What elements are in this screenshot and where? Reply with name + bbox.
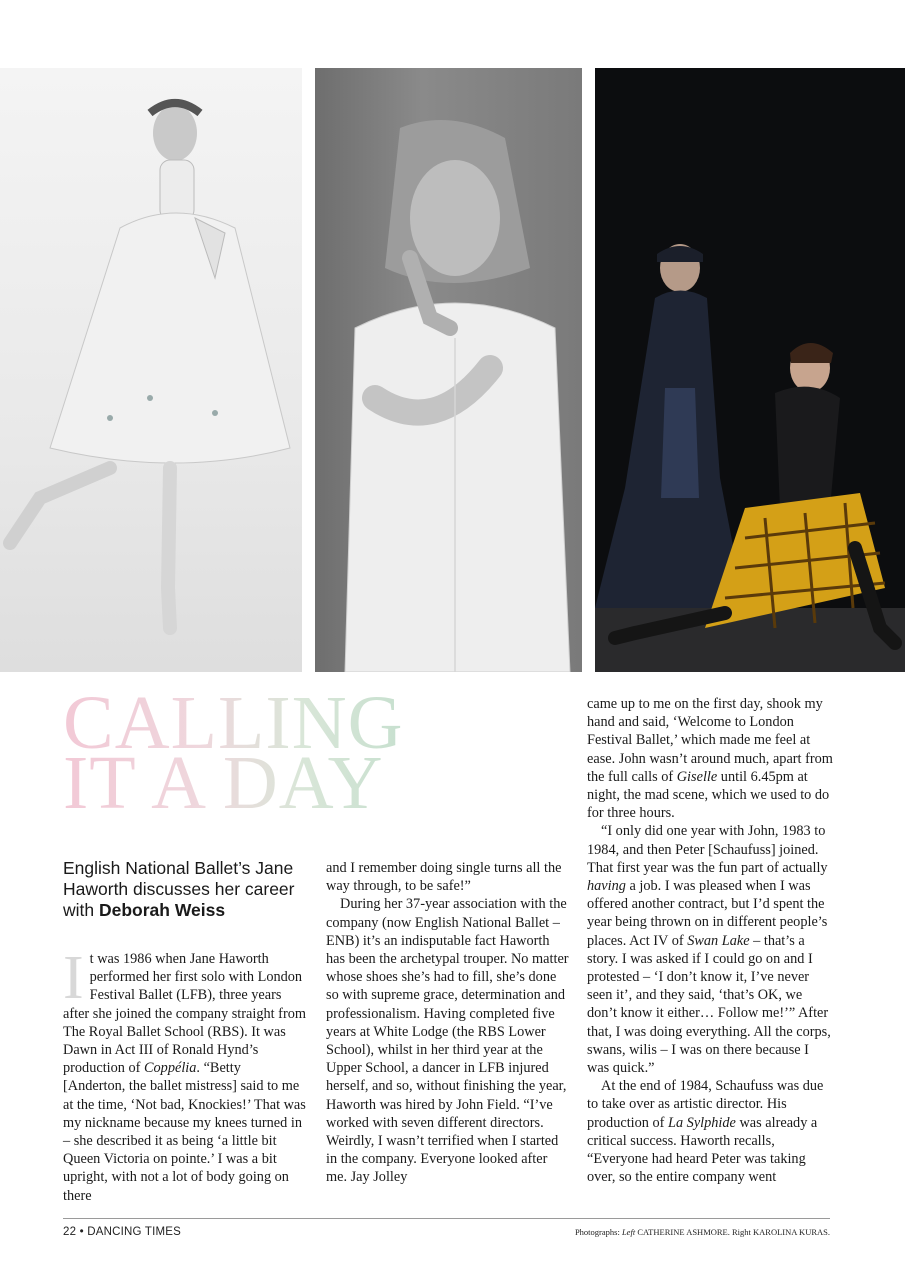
standfirst-intro: English National Ballet’s Jane Haworth discusses her career with xyxy=(63,858,295,920)
credit-label: Photographs: xyxy=(574,1227,622,1237)
article-column-3 xyxy=(587,695,833,1186)
photo-ballerina-archive xyxy=(0,68,302,672)
credit-names: CATHERINE ASHMORE. Right KAROLINA KURAS. xyxy=(635,1227,830,1237)
col1-text-b: . “Betty [Anderton, the ballet mistress] said to me at the time, ‘Not bad, Knockies!’ That was my nickname because my knees turned in – she described it as being ‘a little bit Queen Victoria on pointe.’ I was a bit upright, with not a lot of body going on there xyxy=(63,1060,306,1204)
col3-title-la-sylphide: La Sylphide xyxy=(668,1114,736,1131)
col3-p1-text-a: came up to me on the first day, shook my hand and said, ‘Welcome to London Festival Ballet,’ which made me feel at ease. John wasn’t around much, apart from the full calls of xyxy=(587,696,833,785)
col3-p2-text-c: – that’s a story. I was asked if I could go on and I protested – ‘I don’t know it, I’ve never seen it’, and they said, ‘that’s OK, we don’t know it either… Follow me!’” After that, I was doing everything. All the corps, swans, wilis – I was on there because I was quick.” xyxy=(587,932,831,1077)
headline xyxy=(63,681,404,825)
article-column-2 xyxy=(326,859,571,1187)
photo-credit xyxy=(575,1227,830,1237)
standfirst-author: Deborah Weiss xyxy=(98,900,226,920)
col2-paragraph-2: During her 37-year association with the company (now English National Ballet – ENB) it’s an indisputable fact Haworth has been the archetypal trouper. No matter whose shoes she’s had to fill, she’s done so with supreme grace, determination and professionalism. Having completed five years at White Lodge (the RBS Lower School), whilst in her third year at the Upper School, a dancer in LFB injured herself, and so, without finishing the year, Haworth was hired by John Field. “I’ve worked with seven different directors. Weirdly, I wasn’t terrified when I started in the company. Everyone looked after me. Jay Jolley xyxy=(326,896,569,1186)
folio xyxy=(63,1226,181,1238)
col3-p3-text-a: At the end of 1984, Schaufuss was due to take over as artistic director. His production of xyxy=(587,1078,824,1131)
footer-rule xyxy=(63,1218,830,1219)
col3-p2-text-b: a job. I was pleased when I was offered another contract, but I’d spent the year being thrown on in different people’s places. Act IV of xyxy=(587,878,828,949)
ballerina-illustration xyxy=(0,68,302,672)
article-column-1 xyxy=(63,944,306,1205)
col1-text-a: t was 1986 when Jane Haworth performed her first solo with London Festival Ballet (LFB), three years after she joined the company straight from The Royal Ballet School (RBS). It was Dawn in Act III of Ronald Hynd’s production of xyxy=(63,951,306,1077)
col2-paragraph-1: and I remember doing single turns all the way through, to be safe!” xyxy=(326,860,562,895)
col1-title-coppelia: Coppélia xyxy=(144,1060,197,1077)
headline-line-1: CALLING xyxy=(63,681,404,765)
magazine-name: DANCING TIMES xyxy=(87,1226,182,1238)
photo-jane-haworth-portrait xyxy=(315,68,582,672)
col3-p3-text-b: was already a critical success. Haworth recalls, “Everyone had heard Peter was taking over, so the entire company went xyxy=(587,1114,818,1186)
headline-line-2: IT A DAY xyxy=(63,741,384,825)
col1-paragraph-1 xyxy=(63,944,306,1205)
stage-illustration xyxy=(595,68,905,672)
portrait-illustration xyxy=(315,68,582,672)
col3-paragraph-3 xyxy=(587,1077,833,1186)
col3-p2-emphasis: having xyxy=(587,878,626,895)
credit-left-word: Left xyxy=(621,1227,636,1237)
folio-separator: • xyxy=(79,1226,84,1238)
col3-title-swan-lake: Swan Lake xyxy=(687,932,750,949)
col3-p2-text-a: “I only did one year with John, 1983 to 1984, and then Peter [Schaufuss] joined. That first year was the fun part of actually xyxy=(587,823,828,876)
page-number: 22 xyxy=(63,1226,77,1238)
col3-paragraph-2 xyxy=(587,822,833,1077)
col3-title-giselle: Giselle xyxy=(676,768,718,785)
photo-la-sylphide-stage xyxy=(595,68,905,672)
standfirst xyxy=(63,858,313,921)
col3-paragraph-1 xyxy=(587,695,833,822)
col3-p1-text-b: until 6.45pm at night, the mad scene, which we used to do for three hours. xyxy=(587,768,830,822)
drop-cap: I xyxy=(63,944,84,1012)
